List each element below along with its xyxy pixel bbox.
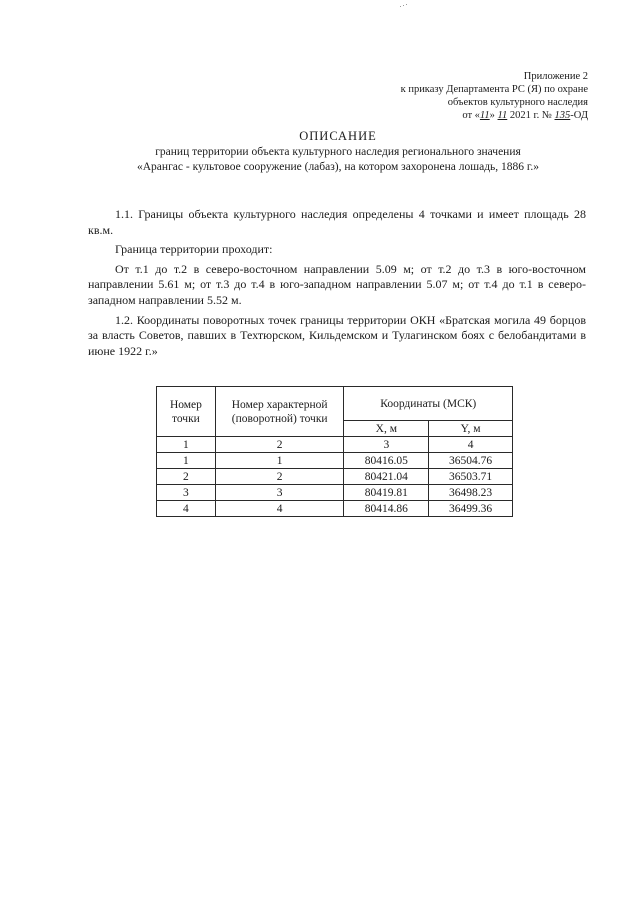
header-y: Y, м (429, 421, 513, 437)
header-x: X, м (344, 421, 429, 437)
table-cell: 2 (215, 469, 344, 485)
header-coordinates: Координаты (МСК) (344, 387, 513, 421)
paragraph-boundary-description: От т.1 до т.2 в северо-восточном направлении 5.09 м; от т.2 до т.3 в юго-восточном направлении 5.61 м; от т.3 до т.4 в юго-западном направлении 5.07 м; от т.4 до т.1 в северо-западном направлении 5.52 м. (88, 261, 586, 307)
table-cell: 4 (429, 437, 513, 453)
table-cell: 3 (157, 485, 216, 501)
table-cell: 2 (157, 469, 216, 485)
table-cell: 3 (215, 485, 344, 501)
document-title: ОПИСАНИЕ (299, 129, 377, 143)
table-cell: 4 (157, 501, 216, 517)
table-cell: 2 (215, 437, 344, 453)
coordinates-table (156, 386, 513, 517)
date-year: 2021 г. № (507, 110, 555, 121)
document-subtitle (88, 145, 588, 175)
doc-number: 135 (554, 110, 571, 121)
table-cell: 36503.71 (429, 469, 513, 485)
subtitle-line-1: границ территории объекта культурного наследия регионального значения (155, 146, 521, 158)
appendix-order-line: к приказу Департамента РС (Я) по охране (400, 84, 588, 95)
table-cell: 80419.81 (344, 485, 429, 501)
table-cell: 1 (215, 453, 344, 469)
scan-speck (400, 4, 408, 8)
table-cell: 4 (215, 501, 344, 517)
table-cell: 36499.36 (429, 501, 513, 517)
date-prefix: от « (462, 110, 480, 121)
appendix-date-line (288, 109, 588, 122)
table-row (157, 469, 513, 485)
table-row (157, 501, 513, 517)
table-header-row (157, 387, 513, 421)
appendix-block (288, 70, 588, 122)
date-month: 11 (497, 110, 508, 121)
appendix-label: Приложение 2 (523, 71, 588, 82)
date-day: 11 (479, 110, 490, 121)
header-characteristic-point: Номер характерной (поворотной) точки (215, 387, 344, 437)
table-cell: 36504.76 (429, 453, 513, 469)
table-row (157, 453, 513, 469)
table-cell: 36498.23 (429, 485, 513, 501)
table-cell: 80416.05 (344, 453, 429, 469)
header-point-number: Номер точки (157, 387, 216, 437)
table-cell: 1 (157, 453, 216, 469)
table-row (157, 485, 513, 501)
table-cell: 1 (157, 437, 216, 453)
paragraph-area: 1.1. Границы объекта культурного наследия определены 4 точками и имеет площадь 28 кв.м. (88, 207, 586, 237)
appendix-department-line: объектов культурного наследия (447, 97, 588, 108)
table-cell: 3 (344, 437, 429, 453)
doc-suffix: -ОД (570, 110, 588, 121)
paragraph-boundary-intro: Граница территории проходит: (115, 242, 273, 257)
date-mid: » (489, 110, 498, 121)
paragraph-coordinates-intro: 1.2. Координаты поворотных точек границы территории ОКН «Братская могила 49 борцов за власть Советов, павших в Техтюрском, Кильдемском и Тулагинском боях с белобандитами в июне 1922 г.» (88, 312, 586, 358)
body-text (88, 207, 586, 363)
table-cell: 80414.86 (344, 501, 429, 517)
table-cell: 80421.04 (344, 469, 429, 485)
subtitle-line-2: «Арангас - культовое сооружение (лабаз), на котором захоронена лошадь, 1886 г.» (137, 161, 539, 173)
table-index-row (157, 437, 513, 453)
